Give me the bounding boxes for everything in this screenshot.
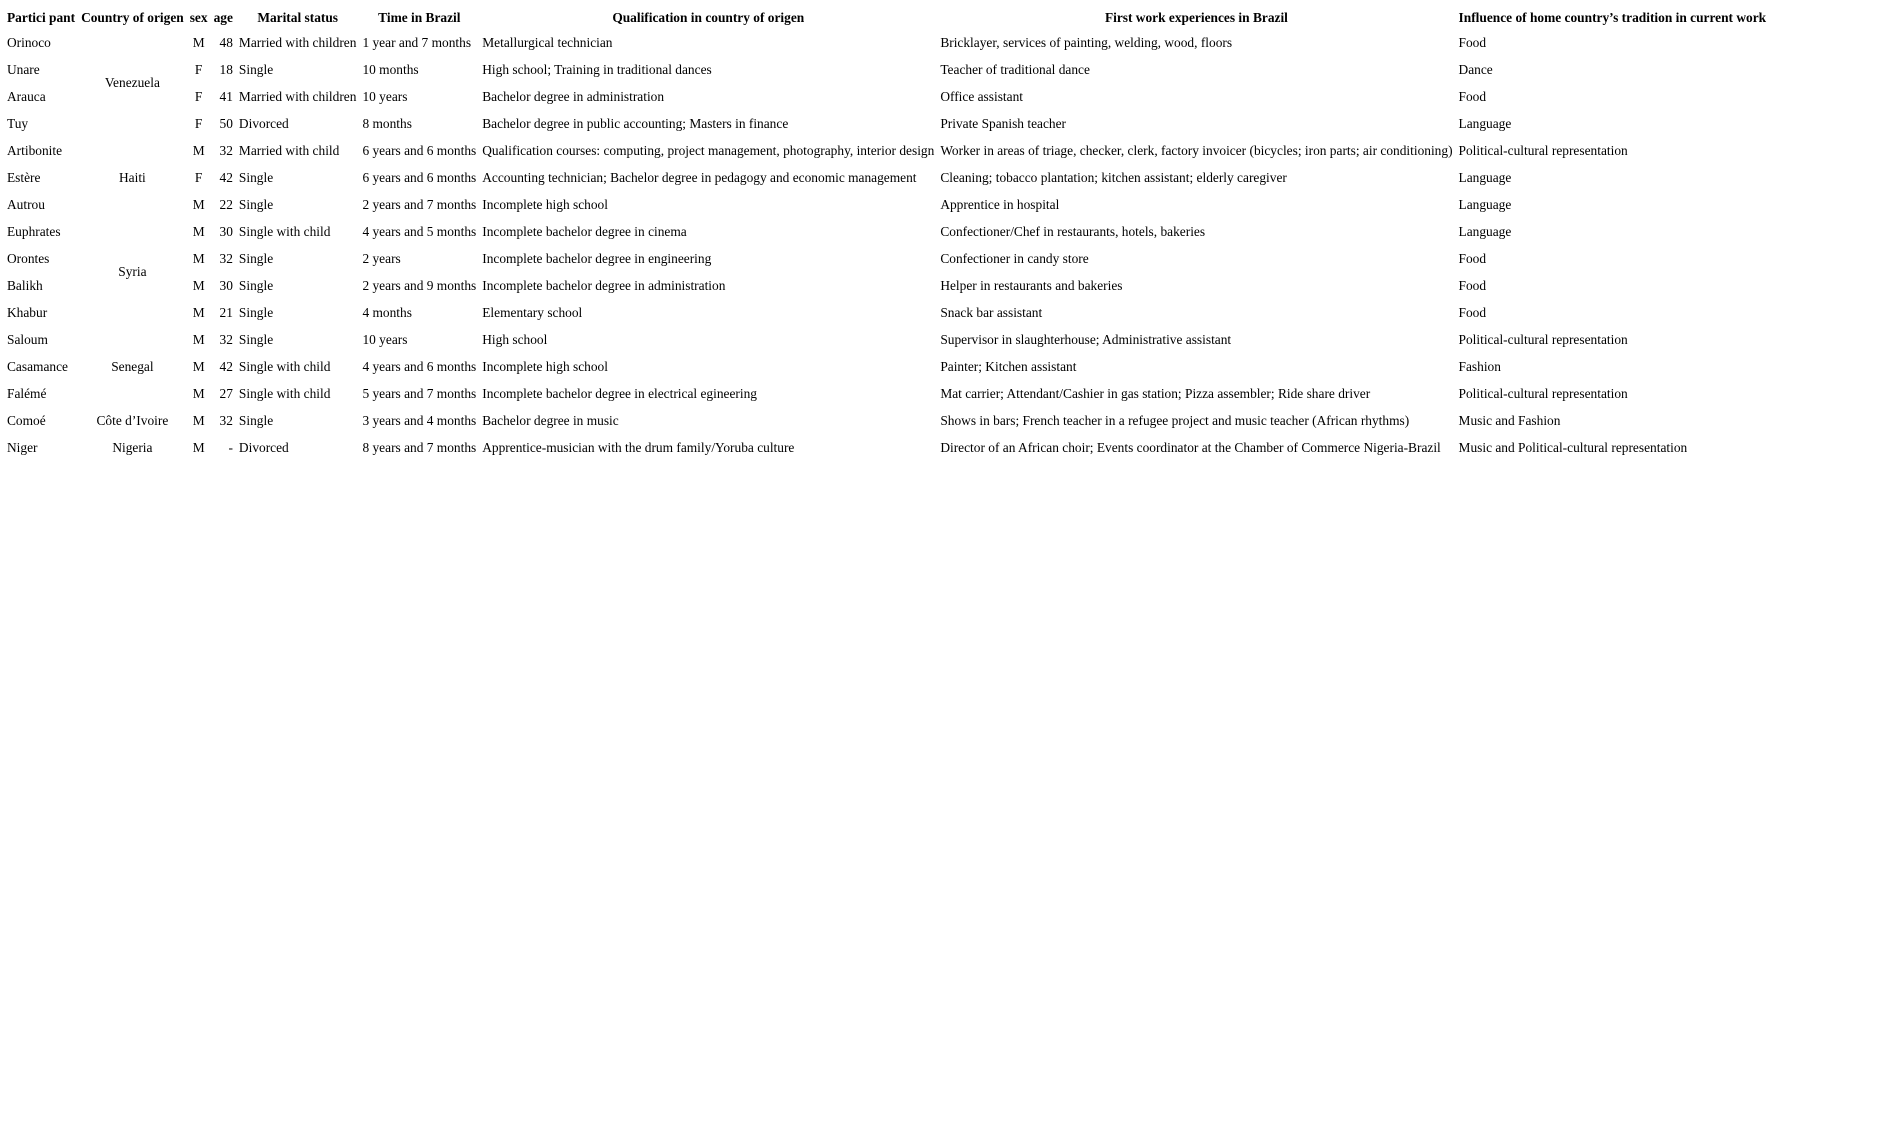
marital-status-cell: Single [238,169,274,185]
time-in-brazil-cell: 4 years and 6 months [362,358,477,374]
header-participant: Partici pant [7,10,76,25]
age-cell: 32 [219,412,233,428]
qualification-cell: Metallurgical technician [482,34,613,50]
table-header [4,7,1769,29]
time-in-brazil-cell: 1 year and 7 months [362,34,472,50]
time-in-brazil-cell: 2 years and 7 months [362,196,477,212]
participant-cell: Comoé [7,412,46,428]
sex-cell: M [192,385,205,401]
sex-cell: F [194,115,203,131]
country-cell: Côte d’Ivoire [96,412,169,428]
qualification-cell: Incomplete bachelor degree in electrical egineering [482,385,757,401]
qualification-cell: Bachelor degree in administration [482,88,665,104]
first-work-cell: Supervisor in slaughterhouse; Administrative assistant [940,331,1232,347]
marital-status-cell: Single with child [238,385,331,401]
participant-cell: Autrou [7,196,45,212]
sex-cell: M [192,196,205,212]
sex-cell: M [192,277,205,293]
header-time-in-brazil: Time in Brazil [378,10,461,25]
participant-cell: Casamance [7,358,68,374]
influence-cell: Political-cultural representation [1458,142,1628,158]
country-cell: Venezuela [104,75,160,90]
sex-cell: M [192,358,205,374]
marital-status-cell: Single [238,304,274,320]
influence-cell: Language [1458,169,1512,185]
first-work-cell: Apprentice in hospital [940,196,1060,212]
age-cell: 41 [219,88,233,104]
age-cell: 50 [219,115,233,131]
table-row [4,407,1769,434]
header-row [4,7,1769,29]
country-cell: Senegal [111,358,154,374]
influence-cell: Food [1458,304,1487,320]
sex-cell: M [192,223,205,239]
sex-cell: M [192,304,205,320]
table-row [4,137,1769,164]
participants-table [4,7,1769,461]
qualification-cell: Elementary school [482,304,583,320]
participant-cell: Niger [7,439,38,455]
country-cell: Haiti [119,169,146,185]
time-in-brazil-cell: 4 years and 5 months [362,223,477,239]
time-in-brazil-cell: 5 years and 7 months [362,385,477,401]
marital-status-cell: Single [238,196,274,212]
marital-status-cell: Single with child [238,358,331,374]
qualification-cell: Bachelor degree in public accounting; Masters in finance [482,115,789,131]
influence-cell: Political-cultural representation [1458,331,1628,347]
participant-cell: Khabur [7,304,48,320]
table-body [4,29,1769,461]
first-work-cell: Teacher of traditional dance [940,61,1090,77]
header-country: Country of origen [81,10,184,25]
participant-cell: Unare [7,61,40,77]
time-in-brazil-cell: 10 years [362,331,408,347]
first-work-cell: Helper in restaurants and bakeries [940,277,1123,293]
marital-status-cell: Single with child [238,223,331,239]
first-work-cell: Confectioner in candy store [940,250,1089,266]
influence-cell: Language [1458,115,1512,131]
header-first-work: First work experiences in Brazil [1104,10,1288,25]
participant-cell: Saloum [7,331,48,347]
marital-status-cell: Single [238,412,274,428]
age-cell: 27 [219,385,233,401]
qualification-cell: High school; Training in traditional dances [482,61,712,77]
participant-cell: Balikh [7,277,43,293]
time-in-brazil-cell: 6 years and 6 months [362,169,477,185]
age-cell: 21 [219,304,233,320]
marital-status-cell: Divorced [238,439,289,455]
sex-cell: M [192,142,205,158]
table-row [4,245,1769,272]
age-cell: 30 [219,223,233,239]
sex-cell: M [192,34,205,50]
marital-status-cell: Single [238,250,274,266]
age-cell: 22 [219,196,233,212]
table-row [4,326,1769,353]
participant-cell: Euphrates [7,223,61,239]
qualification-cell: Incomplete high school [482,358,608,374]
time-in-brazil-cell: 2 years [362,250,401,266]
sex-cell: M [192,412,205,428]
first-work-cell: Painter; Kitchen assistant [940,358,1077,374]
qualification-cell: Bachelor degree in music [482,412,619,428]
table-row [4,56,1769,83]
table-row [4,434,1769,461]
sex-cell: M [192,439,205,455]
time-in-brazil-cell: 4 months [362,304,412,320]
time-in-brazil-cell: 10 months [362,61,419,77]
marital-status-cell: Married with child [238,142,340,158]
qualification-cell: High school [482,331,548,347]
header-marital-status: Marital status [257,10,339,25]
sex-cell: F [194,61,203,77]
sex-cell: M [192,250,205,266]
table-row [4,29,1769,56]
time-in-brazil-cell: 3 years and 4 months [362,412,477,428]
first-work-cell: Director of an African choir; Events coordinator at the Chamber of Commerce Nigeria-Brazil [940,439,1441,455]
first-work-cell: Private Spanish teacher [940,115,1066,131]
table-row [4,164,1769,191]
influence-cell: Music and Fashion [1458,412,1561,428]
qualification-cell: Accounting technician; Bachelor degree in pedagogy and economic management [482,169,917,185]
qualification-cell: Qualification courses: computing, project management, photography, interior design [482,142,935,158]
influence-cell: Food [1458,34,1487,50]
sex-cell: M [192,331,205,347]
marital-status-cell: Married with children [238,34,357,50]
participant-cell: Artibonite [7,142,63,158]
participant-cell: Arauca [7,88,46,104]
marital-status-cell: Single [238,331,274,347]
header-qualification: Qualification in country of origen [612,10,805,25]
age-cell: 42 [219,169,233,185]
influence-cell: Language [1458,196,1512,212]
influence-cell: Food [1458,250,1487,266]
time-in-brazil-cell: 8 years and 7 months [362,439,477,455]
age-cell: 32 [219,250,233,266]
qualification-cell: Incomplete bachelor degree in administration [482,277,726,293]
first-work-cell: Confectioner/Chef in restaurants, hotels, bakeries [940,223,1206,239]
header-age: age [213,10,233,25]
participant-cell: Orinoco [7,34,51,50]
influence-cell: Music and Political-cultural representation [1458,439,1688,455]
time-in-brazil-cell: 2 years and 9 months [362,277,477,293]
influence-cell: Language [1458,223,1512,239]
table-row [4,353,1769,380]
influence-cell: Political-cultural representation [1458,385,1628,401]
country-cell: Syria [118,264,147,279]
age-cell: 30 [219,277,233,293]
age-cell: 32 [219,142,233,158]
table-row [4,380,1769,407]
influence-cell: Dance [1458,61,1493,77]
first-work-cell: Bricklayer, services of painting, welding, wood, floors [940,34,1233,50]
influence-cell: Food [1458,88,1487,104]
age-cell: 42 [219,358,233,374]
table-row [4,110,1769,137]
header-influence: Influence of home country’s tradition in current work [1458,10,1767,25]
influence-cell: Fashion [1458,358,1501,374]
first-work-cell: Office assistant [940,88,1023,104]
first-work-cell: Worker in areas of triage, checker, clerk, factory invoicer (bicycles; iron parts; air conditioning) [940,142,1453,158]
age-cell: - [228,439,233,455]
table-row [4,83,1769,110]
marital-status-cell: Single [238,277,274,293]
qualification-cell: Incomplete high school [482,196,608,212]
first-work-cell: Mat carrier; Attendant/Cashier in gas station; Pizza assembler; Ride share driver [940,385,1371,401]
participant-cell: Tuy [7,115,29,131]
sex-cell: F [194,169,203,185]
sex-cell: F [194,88,203,104]
qualification-cell: Apprentice-musician with the drum family/Yoruba culture [482,439,795,455]
first-work-cell: Snack bar assistant [940,304,1043,320]
qualification-cell: Incomplete bachelor degree in engineering [482,250,712,266]
participant-cell: Falémé [7,385,47,401]
marital-status-cell: Single [238,61,274,77]
first-work-cell: Shows in bars; French teacher in a refugee project and music teacher (African rhythms) [940,412,1410,428]
table-row [4,272,1769,299]
time-in-brazil-cell: 10 years [362,88,408,104]
age-cell: 48 [219,34,233,50]
marital-status-cell: Divorced [238,115,289,131]
age-cell: 32 [219,331,233,347]
influence-cell: Food [1458,277,1487,293]
country-cell: Nigeria [112,439,153,455]
table-row [4,299,1769,326]
table-row [4,218,1769,245]
time-in-brazil-cell: 6 years and 6 months [362,142,477,158]
marital-status-cell: Married with children [238,88,357,104]
qualification-cell: Incomplete bachelor degree in cinema [482,223,687,239]
participant-cell: Estère [7,169,41,185]
table-row [4,191,1769,218]
age-cell: 18 [219,61,233,77]
header-sex: sex [189,10,208,25]
participant-cell: Orontes [7,250,50,266]
first-work-cell: Cleaning; tobacco plantation; kitchen assistant; elderly caregiver [940,169,1287,185]
time-in-brazil-cell: 8 months [362,115,412,131]
